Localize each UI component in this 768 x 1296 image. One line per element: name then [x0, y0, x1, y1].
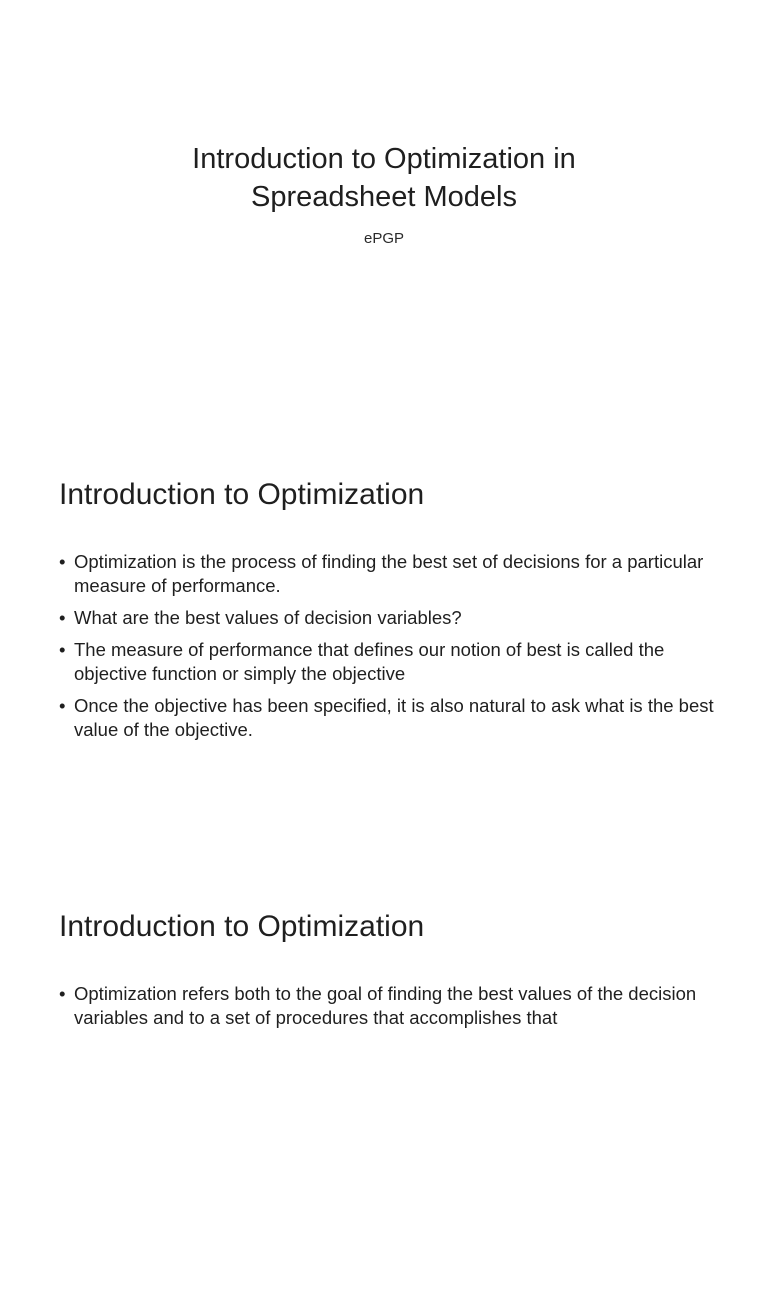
content-slide — [0, 864, 768, 1296]
presentation-title — [84, 140, 684, 216]
bullet-marker: • — [59, 639, 66, 660]
bullet-marker: • — [59, 551, 66, 572]
bullet-item — [59, 606, 719, 630]
bullet-text: Once the objective has been specified, it is also natural to ask what is the best value of the objective. — [74, 695, 714, 740]
bullet-marker: • — [59, 983, 66, 1004]
slide-heading: Introduction to Optimization — [59, 910, 425, 943]
bullet-item — [59, 638, 719, 686]
bullet-item — [59, 550, 719, 598]
slide-heading: Introduction to Optimization — [59, 478, 425, 511]
title-slide — [0, 0, 768, 432]
title-line-1: Introduction to Optimization in — [192, 143, 576, 175]
bullet-text: The measure of performance that defines our notion of best is called the objective function or simply the objective — [74, 639, 665, 684]
bullet-list — [59, 550, 719, 750]
presentation-subtitle: ePGP — [363, 230, 405, 247]
bullet-list — [59, 982, 719, 1038]
title-line-2: Spreadsheet Models — [251, 181, 517, 213]
bullet-marker: • — [59, 695, 66, 716]
bullet-marker: • — [59, 607, 66, 628]
bullet-item — [59, 694, 719, 742]
bullet-text: What are the best values of decision variables? — [74, 607, 462, 628]
content-slide — [0, 432, 768, 864]
bullet-text: Optimization refers both to the goal of finding the best values of the decision variables and to a set of procedures that accomplishes that — [74, 983, 697, 1028]
bullet-text: Optimization is the process of finding the best set of decisions for a particular measure of performance. — [74, 551, 704, 596]
bullet-item — [59, 982, 719, 1030]
